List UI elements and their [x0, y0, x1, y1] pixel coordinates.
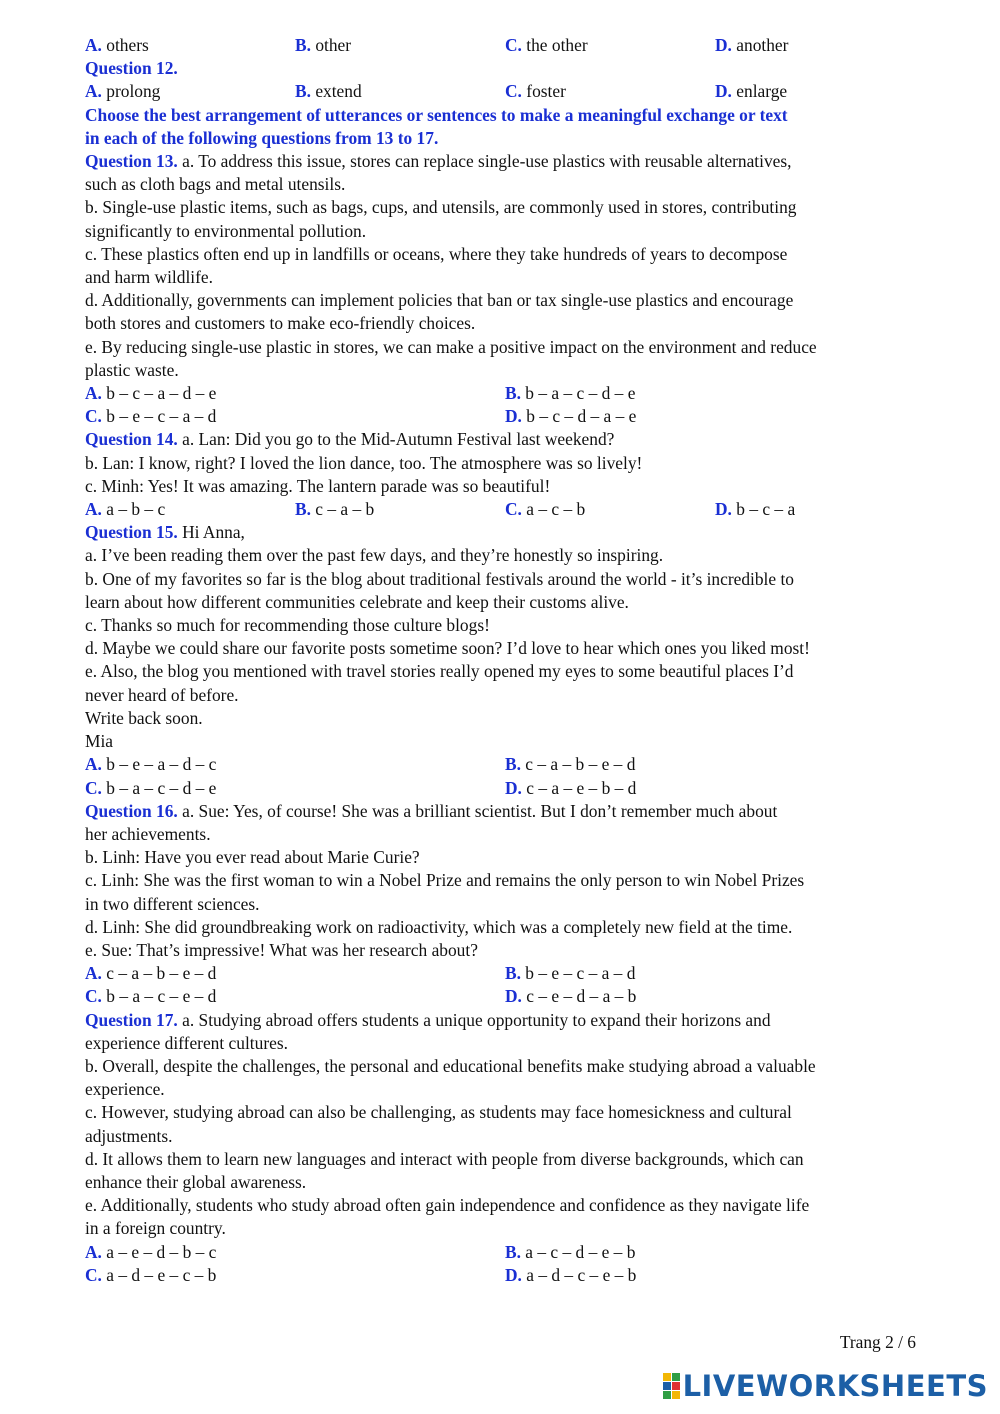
q13-options-row-1 [85, 382, 917, 405]
q16-line-c: c. Linh: She was the first woman to win a Nobel Prize and remains the only person to win Nobel Prizes [85, 870, 805, 891]
q14-option-b[interactable]: B. c – a – b [295, 499, 375, 520]
q16-title: Question 16. [85, 800, 178, 821]
q17-sentence-d-cont: enhance their global awareness. [85, 1171, 307, 1192]
q17-options-row-1 [85, 1241, 917, 1264]
q16-line-a: Question 16. a. Sue: Yes, of course! She was a brilliant scientist. But I don’t remember much about [85, 800, 778, 821]
liveworksheets-logo[interactable] [663, 1370, 988, 1402]
q15-sentence-a: a. I’ve been reading them over the past few days, and they’re honestly so inspiring. [85, 545, 664, 566]
q15-sentence-b: b. One of my favorites so far is the blog about traditional festivals around the world - it’s incredible to [85, 568, 794, 589]
q15-sentence-c: c. Thanks so much for recommending those culture blogs! [85, 615, 490, 636]
worksheet-page [85, 34, 917, 1287]
q13-sentence-e-cont: plastic waste. [85, 359, 179, 380]
q16-option-b[interactable]: B. b – e – c – a – d [505, 963, 636, 984]
q12-option-c[interactable]: C. foster [505, 81, 566, 102]
q11-option-a[interactable]: A. others [85, 35, 149, 55]
q13-option-b[interactable]: B. b – a – c – d – e [505, 383, 636, 404]
instruction-line-2: in each of the following questions from 13 to 17. [85, 127, 439, 148]
q17-options-row-2 [85, 1264, 917, 1287]
q14-line-b: b. Lan: I know, right? I loved the lion dance, too. The atmosphere was so lively! [85, 452, 643, 473]
q13-sentence-c-cont: and harm wildlife. [85, 267, 213, 288]
q13-sentence-a-cont: such as cloth bags and metal utensils. [85, 174, 346, 195]
q17-option-a[interactable]: A. a – e – d – b – c [85, 1241, 217, 1262]
q12-option-b[interactable]: B. extend [295, 81, 362, 102]
q13-option-c[interactable]: C. b – e – c – a – d [85, 406, 217, 427]
q11-option-d[interactable]: D. another [715, 35, 789, 55]
q14-title: Question 14. [85, 429, 178, 450]
q17-sentence-c: c. However, studying abroad can also be challenging, as students may face homesickness and cultural [85, 1102, 792, 1123]
q16-line-e: e. Sue: That’s impressive! What was her research about? [85, 939, 478, 960]
q13-sentence-e: e. By reducing single-use plastic in stores, we can make a positive impact on the environment and reduce [85, 336, 817, 357]
q17-sentence-b-cont: experience. [85, 1079, 165, 1100]
q12-title: Question 12. [85, 58, 178, 79]
q13-options-row-2 [85, 405, 917, 428]
q17-sentence-c-cont: adjustments. [85, 1125, 173, 1146]
q13-sentence-b: b. Single-use plastic items, such as bags, cups, and utensils, are commonly used in stores, contributing [85, 197, 797, 218]
q17-title: Question 17. [85, 1009, 178, 1030]
q15-sentence-e: e. Also, the blog you mentioned with travel stories really opened my eyes to some beautiful places I’d [85, 661, 794, 682]
q15-sentence-e-cont: never heard of before. [85, 684, 239, 705]
q13-sentence-d: d. Additionally, governments can implement policies that ban or tax single-use plastics and encourage [85, 290, 794, 311]
q17-sentence-e-cont: in a foreign country. [85, 1218, 226, 1239]
q15-sentence-d: d. Maybe we could share our favorite posts sometime soon? I’d love to hear which ones you liked most! [85, 638, 810, 659]
q17-option-d[interactable]: D. a – d – c – e – b [505, 1264, 637, 1285]
q16-options-row-1 [85, 962, 917, 985]
q13-title: Question 13. [85, 151, 178, 172]
q16-option-d[interactable]: D. c – e – d – a – b [505, 986, 637, 1007]
q13-option-a[interactable]: A. b – c – a – d – e [85, 383, 217, 404]
q16-options-row-2 [85, 985, 917, 1008]
q14-option-c[interactable]: C. a – c – b [505, 499, 586, 520]
q17-sentence-b: b. Overall, despite the challenges, the personal and educational benefits make studying abroad a valuable [85, 1055, 816, 1076]
q15-sentence-b-cont: learn about how different communities celebrate and keep their customs alive. [85, 591, 629, 612]
q17-sentence-e: e. Additionally, students who study abroad often gain independence and confidence as they navigate life [85, 1195, 810, 1216]
page-number: Trang 2 / 6 [839, 1332, 916, 1352]
q15-option-c[interactable]: C. b – a – c – d – e [85, 777, 217, 798]
q12-option-a[interactable]: A. prolong [85, 81, 161, 102]
q16-line-c-cont: in two different sciences. [85, 893, 260, 914]
q15-option-d[interactable]: D. c – a – e – b – d [505, 777, 637, 798]
q13-sentence-c: c. These plastics often end up in landfills or oceans, where they take hundreds of years to decompose [85, 243, 788, 264]
q17-sentence-d: d. It allows them to learn new languages and interact with people from diverse backgrounds, which can [85, 1148, 804, 1169]
q14-line-c: c. Minh: Yes! It was amazing. The lantern parade was so beautiful! [85, 475, 551, 496]
q14-option-a[interactable]: A. a – b – c [85, 499, 166, 520]
q13-sentence-d-cont: both stores and customers to make eco-friendly choices. [85, 313, 476, 334]
instruction-line-1: Choose the best arrangement of utterances or sentences to make a meaningful exchange or text [85, 104, 788, 125]
q15-greeting: Question 15. Hi Anna, [85, 522, 245, 543]
q16-option-a[interactable]: A. c – a – b – e – d [85, 963, 217, 984]
q17-sentence-a-cont: experience different cultures. [85, 1032, 288, 1053]
q11-option-b[interactable]: B. other [295, 35, 352, 55]
q13-sentence-b-cont: significantly to environmental pollution. [85, 220, 367, 241]
q14-options [85, 498, 917, 521]
q17-option-b[interactable]: B. a – c – d – e – b [505, 1241, 636, 1262]
liveworksheets-logo-text: LIVEWORKSHEETS [682, 1369, 988, 1403]
q11-option-c[interactable]: C. the other [505, 35, 588, 55]
q16-line-d: d. Linh: She did groundbreaking work on radioactivity, which was a completely new field at the time. [85, 916, 793, 937]
q17-option-c[interactable]: C. a – d – e – c – b [85, 1264, 217, 1285]
q15-options-row-2 [85, 777, 917, 800]
q15-closing: Write back soon. [85, 707, 203, 728]
q16-line-b: b. Linh: Have you ever read about Marie Curie? [85, 847, 420, 868]
q15-title: Question 15. [85, 522, 178, 543]
q15-signature: Mia [85, 731, 114, 752]
q11-options [85, 34, 917, 57]
q16-line-a-cont: her achievements. [85, 823, 211, 844]
q12-options [85, 80, 917, 103]
q15-option-b[interactable]: B. c – a – b – e – d [505, 754, 636, 775]
q14-option-d[interactable]: D. b – c – a [715, 499, 796, 520]
q15-options-row-1 [85, 753, 917, 776]
liveworksheets-logo-icon [663, 1373, 679, 1399]
q14-line-a: Question 14. a. Lan: Did you go to the Mid-Autumn Festival last weekend? [85, 429, 615, 450]
q15-option-a[interactable]: A. b – e – a – d – c [85, 754, 217, 775]
q16-option-c[interactable]: C. b – a – c – e – d [85, 986, 217, 1007]
q17-sentence-a: Question 17. a. Studying abroad offers students a unique opportunity to expand their horizons and [85, 1009, 771, 1030]
q13-option-d[interactable]: D. b – c – d – a – e [505, 406, 637, 427]
q12-option-d[interactable]: D. enlarge [715, 81, 788, 102]
q13-sentence-a: Question 13. a. To address this issue, stores can replace single-use plastics with reusable alternatives, [85, 151, 792, 172]
